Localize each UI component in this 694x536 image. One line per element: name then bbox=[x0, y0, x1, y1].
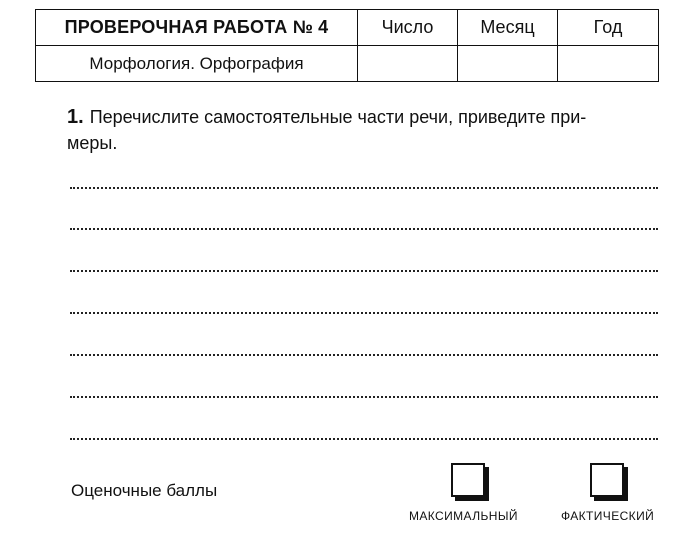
task-number: 1. bbox=[67, 106, 84, 128]
actual-score-box[interactable] bbox=[590, 463, 624, 497]
actual-score-caption: ФАКТИЧЕСКИЙ bbox=[561, 509, 655, 523]
header-table bbox=[35, 9, 659, 82]
year-field[interactable] bbox=[558, 46, 659, 82]
worksheet-title: ПРОВЕРОЧНАЯ РАБОТА № 4 bbox=[36, 10, 358, 46]
day-field[interactable] bbox=[358, 46, 458, 82]
month-field[interactable] bbox=[458, 46, 558, 82]
answer-line[interactable] bbox=[70, 438, 658, 440]
answer-line[interactable] bbox=[70, 187, 658, 189]
answer-line[interactable] bbox=[70, 396, 658, 398]
answer-line[interactable] bbox=[70, 312, 658, 314]
answer-line[interactable] bbox=[70, 228, 658, 230]
max-score-caption: МАКСИМАЛЬНЫЙ bbox=[409, 509, 518, 523]
task-text-line1: Перечислите самостоятельные части речи, приведите при- bbox=[89, 107, 587, 127]
day-header: Число bbox=[358, 10, 458, 46]
task-text-line2: меры. bbox=[67, 133, 118, 153]
answer-line[interactable] bbox=[70, 270, 658, 272]
task-question bbox=[67, 104, 662, 130]
max-score-box[interactable] bbox=[451, 463, 485, 497]
month-header: Месяц bbox=[458, 10, 558, 46]
year-header: Год bbox=[558, 10, 659, 46]
worksheet-subtitle: Морфология. Орфография bbox=[36, 46, 358, 82]
score-label: Оценочные баллы bbox=[71, 481, 218, 500]
answer-line[interactable] bbox=[70, 354, 658, 356]
